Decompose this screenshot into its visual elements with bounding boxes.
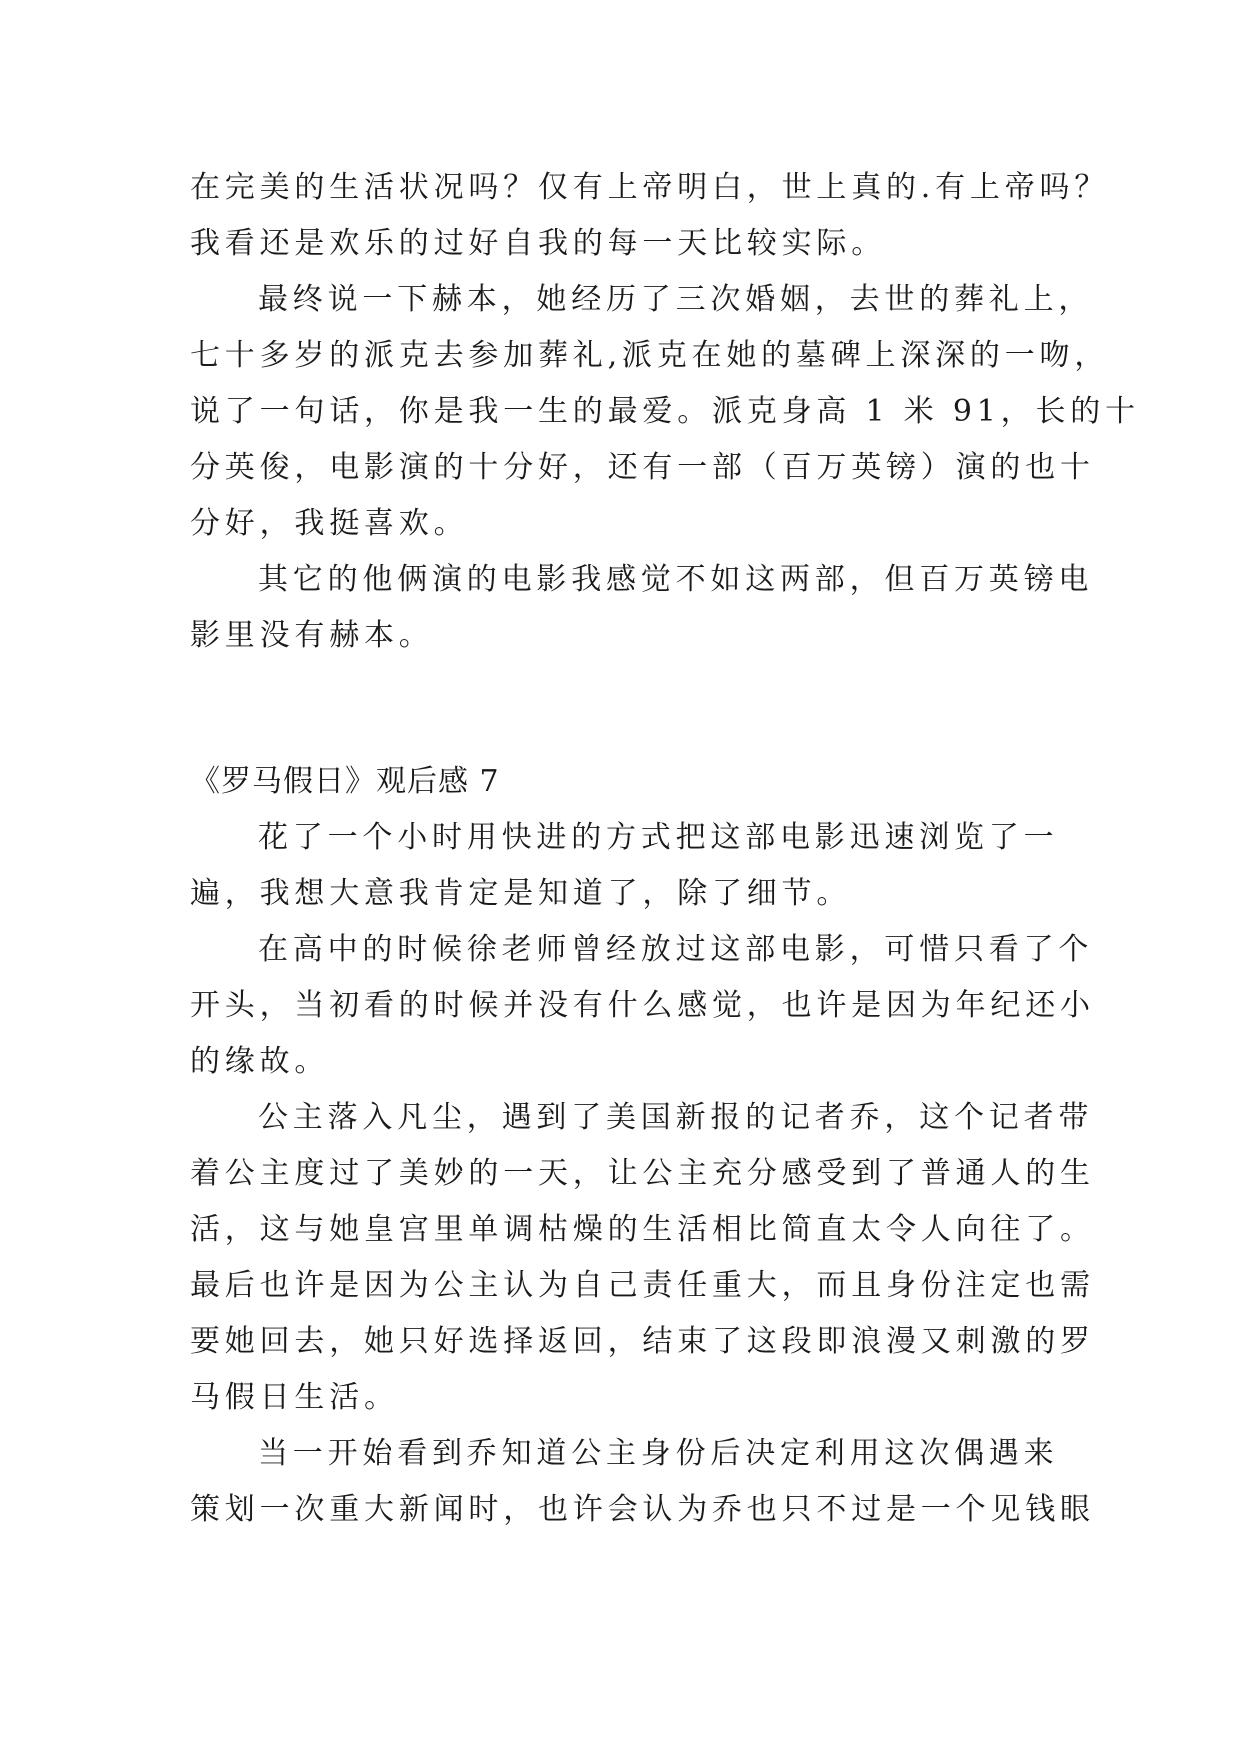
text-line: 活，这与她皇宫里单调枯燥的生活相比简直太令人向往了。 [190, 1212, 1095, 1247]
text-line: 当一开始看到乔知道公主身份后决定利用这次偶遇来 [258, 1436, 1059, 1471]
text-line: 马假日生活。 [190, 1380, 399, 1415]
text-line: 的缘故。 [190, 1044, 330, 1079]
paragraph-6 [190, 1090, 1095, 1426]
text-line: 要她回去，她只好选择返回，结束了这段即浪漫又刺激的罗 [190, 1324, 1095, 1359]
text-line: 最后也许是因为公主认为自己责任重大，而且身份注定也需 [190, 1268, 1095, 1303]
text-line: 说了一句话，你是我一生的最爱。派克身高 1 米 91，长的十 [190, 394, 1140, 429]
text-line: 在高中的时候徐老师曾经放过这部电影，可惜只看了个 [258, 932, 1094, 967]
paragraph-1 [190, 160, 1110, 272]
paragraph-4 [190, 810, 1070, 922]
text-line: 其它的他俩演的电影我感觉不如这两部，但百万英镑电 [258, 562, 1094, 597]
text-line: 策划一次重大新闻时，也许会认为乔也只不过是一个见钱眼 [190, 1492, 1095, 1527]
document-body [190, 160, 1140, 1538]
text-line: 分英俊，电影演的十分好，还有一部（百万英镑）演的也十 [190, 450, 1095, 485]
text-line: 我看还是欢乐的过好自我的每一天比较实际。 [190, 226, 886, 261]
text-line: 着公主度过了美妙的一天，让公主充分感受到了普通人的生 [190, 1156, 1095, 1191]
text-line: 花了一个小时用快进的方式把这部电影迅速浏览了一 [258, 820, 1059, 855]
section-spacer [190, 664, 1070, 754]
section-heading: 《罗马假日》观后感 7 [190, 764, 500, 799]
text-line: 最终说一下赫本，她经历了三次婚姻，去世的葬礼上， [258, 282, 1094, 317]
text-line: 开头，当初看的时候并没有什么感觉，也许是因为年纪还小 [190, 988, 1095, 1023]
text-line: 公主落入凡尘，遇到了美国新报的记者乔，这个记者带 [258, 1100, 1094, 1135]
paragraph-5 [190, 922, 1095, 1090]
paragraph-7 [190, 1426, 1095, 1538]
text-line: 在完美的生活状况吗？仅有上帝明白，世上真的.有上帝吗？ [190, 170, 1110, 205]
text-line: 七十多岁的派克去参加葬礼,派克在她的墓碑上深深的一吻， [190, 338, 1110, 373]
text-line: 影里没有赫本。 [190, 618, 434, 653]
text-line: 遍，我想大意我肯定是知道了，除了细节。 [190, 876, 852, 911]
paragraph-2 [190, 272, 1140, 552]
text-line: 分好，我挺喜欢。 [190, 506, 469, 541]
paragraph-3 [190, 552, 1094, 664]
